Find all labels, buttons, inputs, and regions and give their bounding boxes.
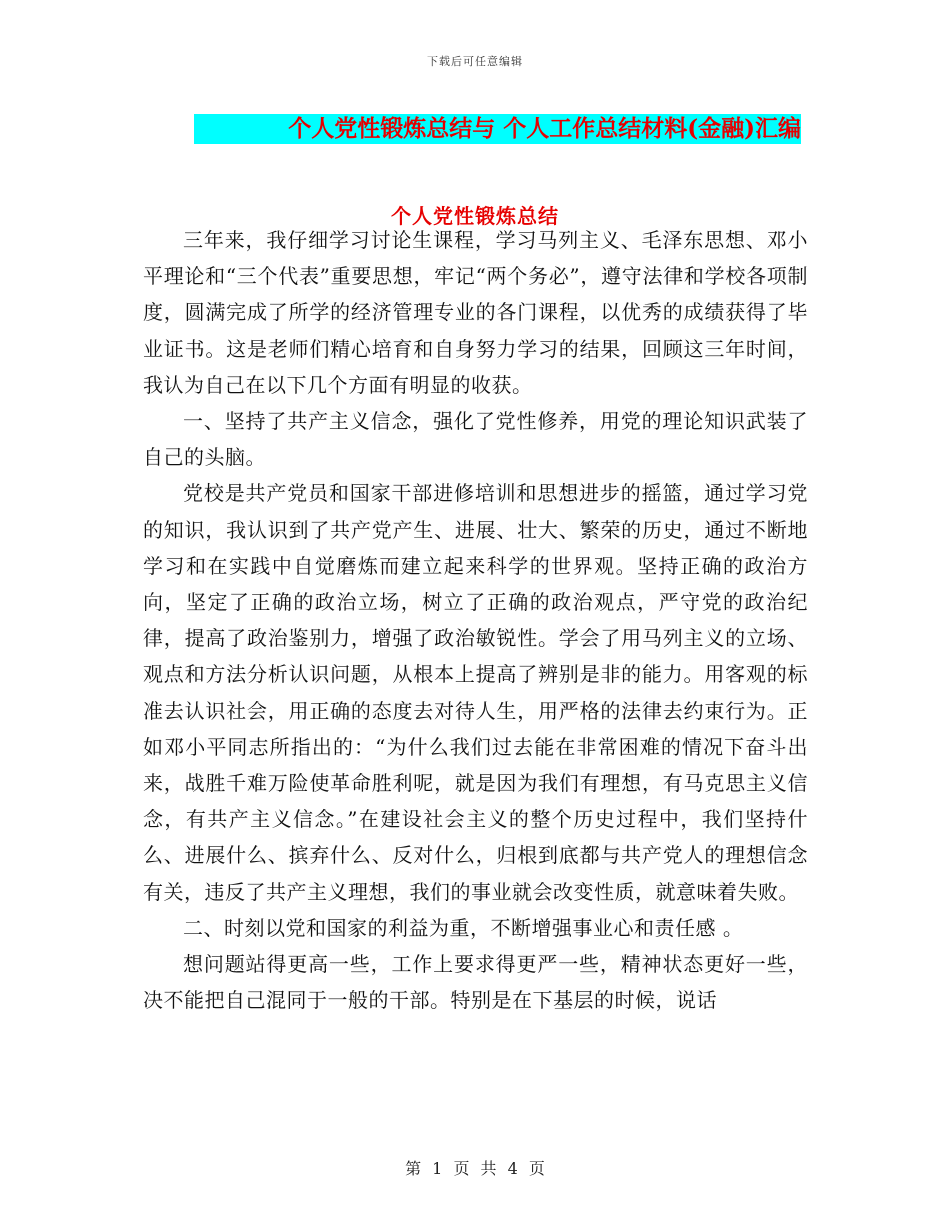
paragraph: 三年来，我仔细学习讨论生课程，学习马列主义、毛泽东思想、邓小平理论和“三个代表”重要思想，牢记“两个务必”，遵守法律和学校各项制度，圆满完成了所学的经济管理专业的各门课程，以优秀的成绩获得了毕业证书。这是老师们精心培育和自身努力学习的结果，回顾这三年时间，我认为自己在以下几个方面有明显的收获。: [143, 228, 808, 397]
paragraph: 党校是共产党员和国家干部进修培训和思想进步的摇篮，通过学习党的知识，我认识到了共产党产生、进展、壮大、繁荣的历史，通过不断地学习和在实践中自觉磨炼而建立起来科学的世界观。坚持正确的政治方向，坚定了正确的政治立场，树立了正确的政治观点，严守党的政治纪律，提高了政治鉴别力，增强了政治敏锐性。学会了用马列主义的立场、观点和方法分析认识问题，从根本上提高了辨别是非的能力。用客观的标准去认识社会，用正确的态度去对待人生，用严格的法律去约束行为。正如邓小平同志所指出的：“为什么我们过去能在非常困难的情况下奋斗出来，战胜千难万险使革命胜利呢，就是因为我们有理想，有马克思主义信念，有共产主义信念。”在建设社会主义的整个历史过程中，我们坚持什么、进展什么、摈弃什么、反对什么，归根到底都与共产党人的理想信念有关，违反了共产主义理想，我们的事业就会改变性质，就意味着失败。: [143, 481, 808, 904]
section-title: 个人党性锻炼总结: [391, 204, 559, 228]
document-title: 个人党性锻炼总结与 个人工作总结材料(金融)汇编: [288, 115, 801, 142]
page-footer: 第 1 页 共 4 页: [405, 1159, 545, 1178]
header-note: 下载后可任意编辑: [427, 55, 523, 68]
paragraph: 二、时刻以党和国家的利益为重，不断增强事业心和责任感 。: [183, 915, 744, 940]
paragraph: 想问题站得更高一些，工作上要求得更严一些，精神状态更好一些，决不能把自己混同于一般的干部。特别是在下基层的时候，说话: [143, 952, 808, 1013]
paragraph: 一、坚持了共产主义信念，强化了党性修养，用党的理论知识武装了自己的头脑。: [143, 409, 808, 470]
title-highlight: [194, 114, 801, 144]
document-body: [143, 222, 808, 1018]
